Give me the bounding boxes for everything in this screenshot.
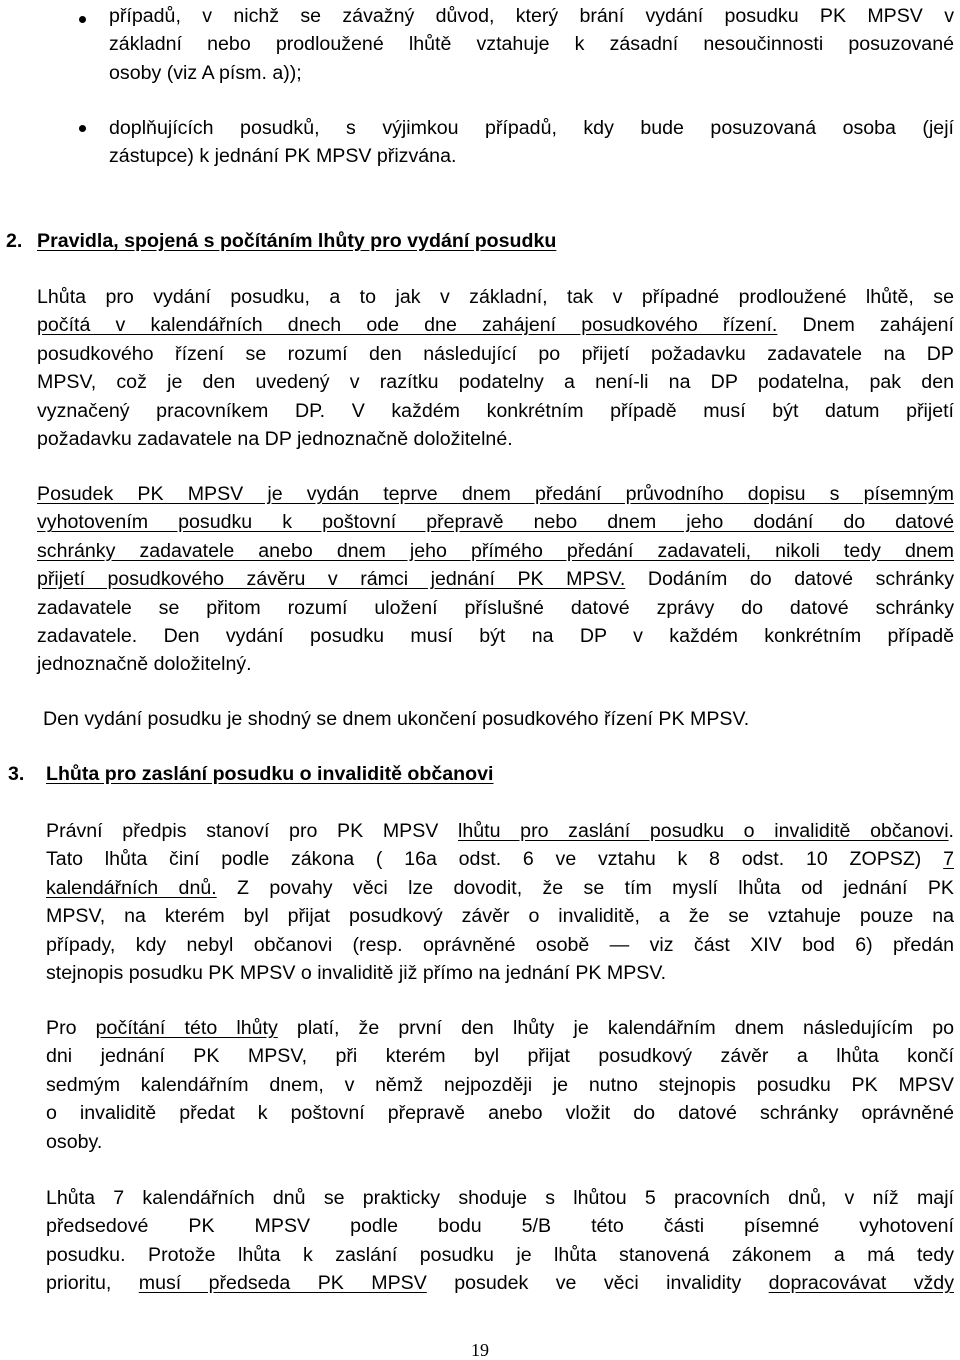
underlined-text: počítá v kalendářních dnech ode dne zahájení posudkového řízení. bbox=[37, 314, 778, 337]
section-2-paragraph-3 bbox=[43, 705, 954, 733]
text-line: případy, kdy nebyl občanovi (resp. oprávněné osobě — viz část XIV bod 6) předán bbox=[46, 933, 954, 956]
text-line bbox=[37, 311, 954, 339]
underlined-text: lhůtu pro zaslání posudku o invaliditě občanovi bbox=[458, 820, 949, 842]
text-line: požadavku zadavatele na DP jednoznačně doložitelné. bbox=[37, 428, 513, 451]
text-line: zástupce) k jednání PK MPSV přizvána. bbox=[109, 145, 457, 168]
section-3-title: Lhůta pro zaslání posudku o invaliditě občanovi bbox=[46, 763, 494, 785]
text-run: posudek ve věci invalidity bbox=[426, 1272, 769, 1295]
text-line: Den vydání posudku je shodný se dnem ukončení posudkového řízení PK MPSV. bbox=[43, 708, 750, 730]
text-line: dni jednání PK MPSV, při kterém byl přijat posudkový závěr a lhůta končí bbox=[46, 1045, 954, 1068]
section-2-paragraph-1 bbox=[37, 283, 954, 453]
text-line: jednoznačně doložitelný. bbox=[37, 653, 252, 676]
text-run: Dodáním do datové schránky bbox=[625, 568, 954, 591]
text-run: Pro bbox=[46, 1017, 96, 1039]
section-3-paragraph-2 bbox=[46, 1014, 954, 1156]
section-2-number: 2. bbox=[6, 230, 23, 252]
text-line bbox=[46, 1014, 954, 1042]
underlined-text-line: Posudek PK MPSV je vydán teprve dnem předání průvodního dopisu s písemným bbox=[37, 483, 954, 505]
text-line: základní nebo prodloužené lhůtě vztahuje k zásadní nesoučinnosti posuzované bbox=[109, 33, 954, 56]
text-line: zadavatele. Den vydání posudku musí být na DP v každém konkrétním případě bbox=[37, 625, 954, 648]
text-line: o invaliditě předat k poštovní přepravě anebo vložit do datové schránky oprávněné bbox=[46, 1102, 954, 1125]
text-run: platí, že první den lhůty je kalendářním dnem následujícím po bbox=[277, 1017, 955, 1039]
text-line: vyznačený pracovníkem DP. V každém konkrétním případě musí být datum přijetí bbox=[37, 399, 954, 422]
bullet-item-2 bbox=[109, 114, 954, 171]
bullet-2-marker bbox=[79, 125, 86, 132]
text-line: stejnopis posudku PK MPSV o invaliditě již přímo na jednání PK MPSV. bbox=[46, 962, 667, 985]
text-line: posudku. Protože lhůta k zaslání posudku je lhůta stanovená zákonem a má tedy bbox=[46, 1243, 954, 1266]
text-run: Tato lhůta činí podle zákona ( 16a odst. 6 ve vztahu k 8 odst. 10 ZOPSZ) bbox=[46, 848, 944, 871]
text-run: Dnem zahájení bbox=[777, 314, 955, 337]
text-run: prioritu, bbox=[46, 1272, 139, 1295]
section-3-paragraph-3 bbox=[46, 1184, 954, 1298]
text-line: doplňujících posudků, s výjimkou případů, kdy bude posuzovaná osoba (její bbox=[109, 117, 954, 139]
text-line: osoby. bbox=[46, 1130, 103, 1153]
underlined-text: musí předseda PK MPSV bbox=[138, 1272, 427, 1295]
underlined-text: přijetí posudkového závěru v rámci jednání PK MPSV. bbox=[37, 568, 626, 591]
section-2-paragraph-2 bbox=[37, 480, 954, 679]
bullet-item-1 bbox=[109, 2, 954, 87]
underlined-text-line: vyhotovením posudku k poštovní přepravě nebo dnem jeho dodání do datové bbox=[37, 511, 954, 534]
text-line bbox=[46, 845, 954, 873]
underlined-text: 7 bbox=[943, 848, 954, 871]
text-line: zadavatele se přitom rozumí uložení příslušné datové zprávy do datové schránky bbox=[37, 596, 954, 619]
text-line: MPSV, což je den uvedený v razítku podatelny a není-li na DP podatelna, pak den bbox=[37, 371, 954, 394]
text-run: . bbox=[948, 820, 954, 842]
text-line bbox=[37, 565, 954, 593]
text-line: posudkového řízení se rozumí den následující po přijetí požadavku zadavatele na DP bbox=[37, 342, 954, 365]
underlined-text: kalendářních dnů. bbox=[46, 876, 217, 899]
text-run: Právní předpis stanoví pro PK MPSV bbox=[46, 820, 459, 842]
section-3-paragraph-1 bbox=[46, 817, 954, 987]
text-line: sedmým kalendářním dnem, v němž nejpozději je nutno stejnopis posudku PK MPSV bbox=[46, 1073, 954, 1096]
underlined-text: počítání této lhůty bbox=[95, 1017, 278, 1039]
text-run: Z povahy věci lze dovodit, že se tím myslí lhůta od jednání PK bbox=[216, 876, 954, 899]
text-line bbox=[46, 874, 954, 902]
text-line bbox=[46, 1269, 954, 1297]
text-line: MPSV, na kterém byl přijat posudkový závěr o invaliditě, a že se vztahuje pouze na bbox=[46, 905, 954, 928]
section-3-number: 3. bbox=[8, 763, 25, 785]
bullet-1-marker bbox=[79, 16, 86, 23]
text-line: Lhůta 7 kalendářních dnů se prakticky shoduje s lhůtou 5 pracovních dnů, v níž mají bbox=[46, 1187, 954, 1209]
text-line: předsedové PK MPSV podle bodu 5/B této části písemné vyhotovení bbox=[46, 1215, 954, 1238]
page-number: 19 bbox=[471, 1340, 489, 1360]
text-line: osoby (viz A písm. a)); bbox=[109, 61, 302, 84]
text-line: případů, v nichž se závažný důvod, který brání vydání posudku PK MPSV v bbox=[109, 5, 954, 27]
section-2-title: Pravidla, spojená s počítáním lhůty pro vydání posudku bbox=[37, 230, 557, 252]
underlined-text: dopracovávat vždy bbox=[768, 1272, 954, 1295]
text-line bbox=[46, 817, 954, 845]
underlined-text-line: schránky zadavatele anebo dnem jeho přímého předání zadavateli, nikoli tedy dnem bbox=[37, 539, 954, 562]
text-line: Lhůta pro vydání posudku, a to jak v základní, tak v případné prodloužené lhůtě, se bbox=[37, 286, 954, 308]
